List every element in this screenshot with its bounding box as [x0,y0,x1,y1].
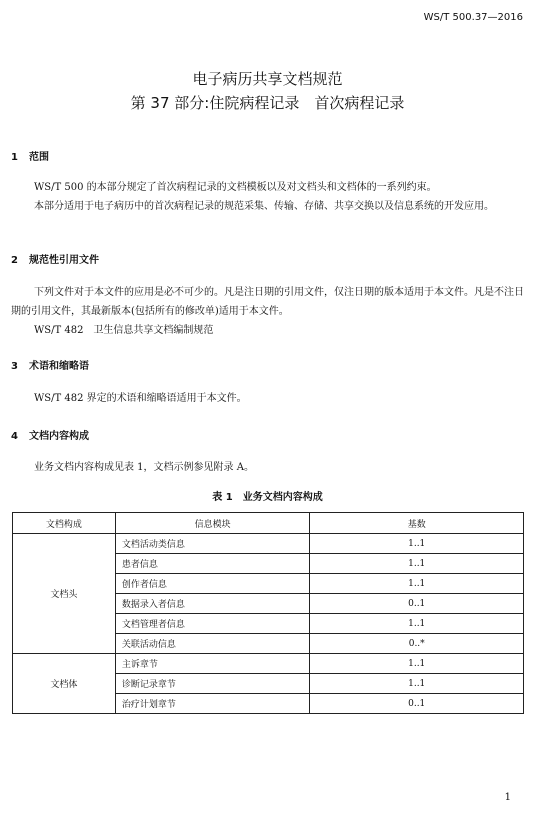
cardinality-cell: 0..* [310,634,524,654]
module-cell: 创作者信息 [115,574,310,594]
module-cell: 诊断记录章节 [115,674,310,694]
column-header: 基数 [310,513,524,534]
section-heading-normative-references [11,251,99,266]
group-cell: 文档体 [13,654,116,714]
table-header-row [13,513,524,534]
section-number: 2 [11,255,18,266]
column-header: 文档构成 [13,513,116,534]
paragraph: 下列文件对于本文件的应用是必不可少的。凡是注日期的引用文件，仅注日期的版本适用于本文件。凡是不注日期的引用文件，其最新版本(包括所有的修改单)适用于本文件。 [11,287,524,317]
section-title: 术语和缩略语 [29,361,89,372]
section-title: 文档内容构成 [29,431,89,442]
module-cell: 文档管理者信息 [115,614,310,634]
section-heading-scope [11,148,49,163]
table-row [13,654,524,674]
module-cell: 关联活动信息 [115,634,310,654]
paragraph: 业务文档内容构成见表 1，文档示例参见附录 A。 [34,462,254,473]
paragraph: WS/T 500 的本部分规定了首次病程记录的文档模板以及对文档头和文档体的一系列约束。 [34,182,437,193]
page-number: 1 [504,792,511,803]
cardinality-cell: 1..1 [310,674,524,694]
section-title: 范围 [29,152,49,163]
cardinality-cell: 1..1 [310,534,524,554]
document-title: 电子病历共享文档规范 [192,70,343,88]
paragraph: 本部分适用于电子病历中的首次病程记录的规范采集、传输、存储、共享交换以及信息系统的开发应用。 [34,201,494,212]
table-row [13,534,524,554]
document-code: WS/T 500.37—2016 [423,12,523,23]
module-cell: 主诉章节 [115,654,310,674]
table-caption: 表 1 业务文档内容构成 [212,492,323,503]
paragraph: WS/T 482 界定的术语和缩略语适用于本文件。 [34,393,247,404]
module-cell: 治疗计划章节 [115,694,310,714]
column-header: 信息模块 [115,513,310,534]
section-heading-terms [11,357,89,372]
section-heading-document-content [11,427,89,442]
document-subtitle: 第 37 部分:住院病程记录 首次病程记录 [130,94,405,112]
cardinality-cell: 1..1 [310,654,524,674]
cardinality-cell: 0..1 [310,694,524,714]
section-number: 3 [11,361,18,372]
cardinality-cell: 1..1 [310,614,524,634]
cardinality-cell: 0..1 [310,594,524,614]
group-cell: 文档头 [13,534,116,654]
section-title: 规范性引用文件 [29,255,99,266]
cardinality-cell: 1..1 [310,554,524,574]
cardinality-cell: 1..1 [310,574,524,594]
document-composition-table [12,512,524,714]
module-cell: 文档活动类信息 [115,534,310,554]
module-cell: 数据录入者信息 [115,594,310,614]
section-number: 4 [11,431,18,442]
module-cell: 患者信息 [115,554,310,574]
reference-item: WS/T 482 卫生信息共享文档编制规范 [34,325,214,336]
section-number: 1 [11,152,18,163]
